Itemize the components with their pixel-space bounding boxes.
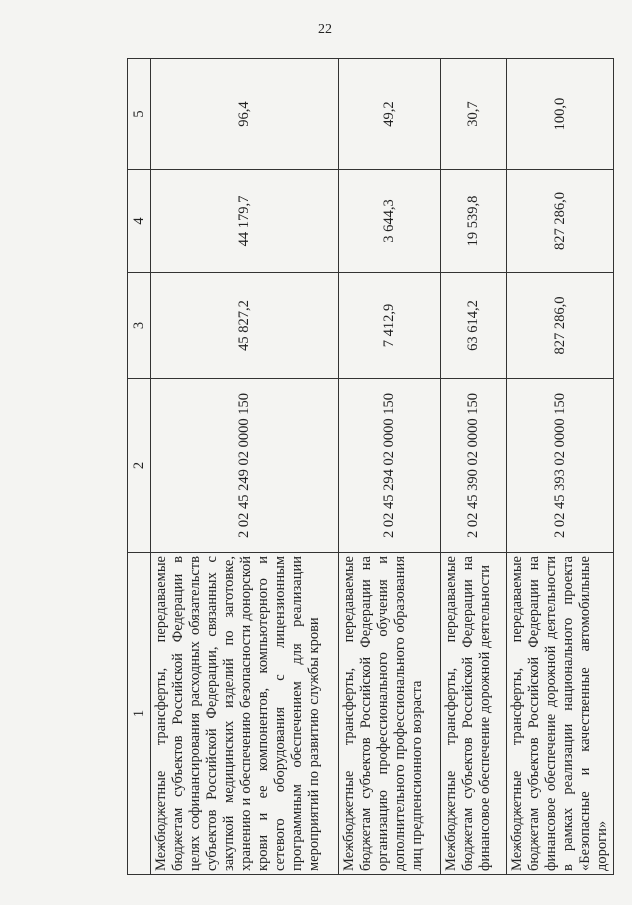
row-budget-code: 2 02 45 390 02 0000 150 [441,379,507,553]
row-budget-code: 2 02 45 249 02 0000 150 [151,379,339,553]
row-description: Межбюджетные трансферты, передаваемые бюджетам субъектов Российской Федерации на организацию профессионального обучения и дополнительного профессионального образования лиц предпенсионного возраста [339,553,441,875]
row-budget-code: 2 02 45 294 02 0000 150 [339,379,441,553]
row-col5-percent: 96,4 [151,59,339,170]
row-col5-percent: 49,2 [339,59,441,170]
row-col3-value: 45 827,2 [151,273,339,379]
budget-transfers-table [127,58,614,875]
row-col4-value: 19 539,8 [441,170,507,273]
page-number: 22 [318,22,332,37]
table-row [441,59,507,875]
header-col-5: 5 [128,59,151,170]
table-row [339,59,441,875]
row-col3-value: 7 412,9 [339,273,441,379]
table-header-row [128,59,151,875]
header-col-1: 1 [128,553,151,875]
header-col-3: 3 [128,273,151,379]
row-col4-value: 827 286,0 [507,170,614,273]
row-col4-value: 44 179,7 [151,170,339,273]
row-col3-value: 827 286,0 [507,273,614,379]
row-description: Межбюджетные трансферты, передаваемые бюджетам субъектов Российской Федерации в целях софинансирования расходных обязательств субъектов Российской Федерации, связанных с закупкой медицинских изделий по заготовке, хранению и обеспечению безопасности донорской крови и ее компонентов, компьютерного и сетевого оборудования с лицензионным программным обеспечением для реализации мероприятий по развитию службы крови [151,553,339,875]
row-description: Межбюджетные трансферты, передаваемые бюджетам субъектов Российской Федерации на финансовое обеспечение дорожной деятельности [441,553,507,875]
row-col4-value: 3 644,3 [339,170,441,273]
row-budget-code: 2 02 45 393 02 0000 150 [507,379,614,553]
table-row [151,59,339,875]
row-col5-percent: 30,7 [441,59,507,170]
table-row [507,59,614,875]
header-col-2: 2 [128,379,151,553]
rotated-table-container [127,59,613,875]
header-col-4: 4 [128,170,151,273]
row-description: Межбюджетные трансферты, передаваемые бюджетам субъектов Российской Федерации на финансовое обеспечение дорожной деятельности в рамках реализации национального проекта «Безопасные и качественные автомобильные дороги» [507,553,614,875]
row-col5-percent: 100,0 [507,59,614,170]
row-col3-value: 63 614,2 [441,273,507,379]
